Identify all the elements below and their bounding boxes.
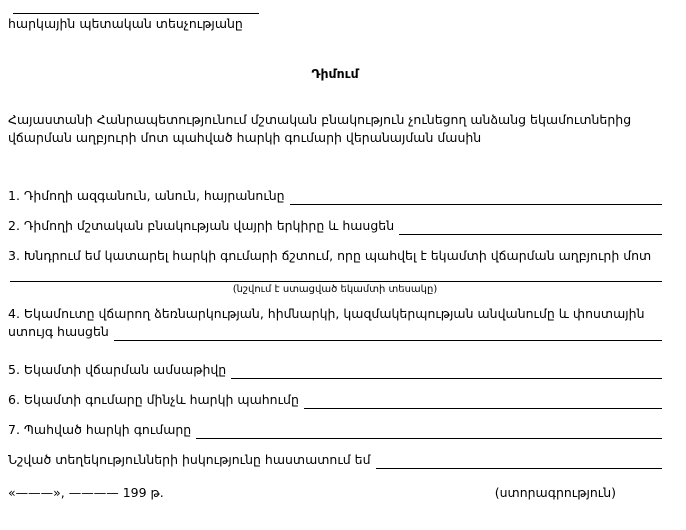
form-item-2 bbox=[8, 217, 662, 235]
blank-line bbox=[304, 394, 662, 409]
blank-line bbox=[376, 454, 662, 469]
item-label: 3. Խնդրում եմ կատարել հարկի գումարի ճշտում, որը պահվել է եկամտի վճարման աղբյուրի մոտ bbox=[8, 248, 652, 263]
addressee-underline bbox=[13, 13, 259, 14]
document-page bbox=[8, 13, 662, 502]
blank-line bbox=[290, 190, 662, 205]
blank-line bbox=[10, 265, 662, 282]
form-item-7 bbox=[8, 421, 662, 439]
item-label: 1. Դիմողի ազգանուն, անուն, հայրանունը bbox=[8, 188, 285, 203]
blank-line bbox=[399, 220, 662, 235]
addressee-line: հարկային պետական տեսչությանը bbox=[8, 16, 243, 31]
income-type-caption: (նշվում է ստացված եկամտի տեսակը) bbox=[232, 284, 438, 295]
form-item-1 bbox=[8, 187, 662, 205]
item-label: 7. Պահված հարկի գումարը bbox=[8, 422, 192, 437]
signature-label: (ստորագրություն) bbox=[494, 485, 616, 500]
item-label: 4. Եկամուտը վճարող ձեռնարկության, հիմնարկի, կազմակերպության անվանումը և փոստային bbox=[8, 306, 645, 321]
item-label: 6. Եկամտի գումարը մինչև հարկի պահումը bbox=[8, 392, 299, 407]
form-item-4 bbox=[8, 305, 662, 341]
intro-paragraph: Հայաստանի Հանրապետությունում մշտական բնակություն չունեցող անձանց եկամուտներից վճարման աղբյուրի մոտ պահված հարկի գումարի վերանայման մասին bbox=[8, 112, 632, 145]
form-item-3 bbox=[8, 247, 662, 296]
item-label: 5. Եկամտի վճարման ամսաթիվը bbox=[8, 362, 227, 377]
footer-row bbox=[8, 484, 662, 502]
date-line: «———», ———— 199 թ. bbox=[8, 485, 164, 500]
blank-line bbox=[196, 424, 662, 439]
blank-line bbox=[114, 326, 662, 341]
confirmation-line bbox=[8, 451, 662, 469]
form-item-6 bbox=[8, 391, 662, 409]
item-label-continuation: ստույգ հասցեն bbox=[8, 323, 662, 341]
form-item-5 bbox=[8, 361, 662, 379]
item-label: 2. Դիմողի մշտական բնակության վայրի երկիրը և հասցեն bbox=[8, 218, 395, 233]
form-title: Դիմում bbox=[311, 66, 359, 81]
confirmation-label: Նշված տեղեկությունների իսկությունը հաստատում եմ bbox=[8, 452, 371, 467]
blank-line bbox=[231, 364, 662, 379]
